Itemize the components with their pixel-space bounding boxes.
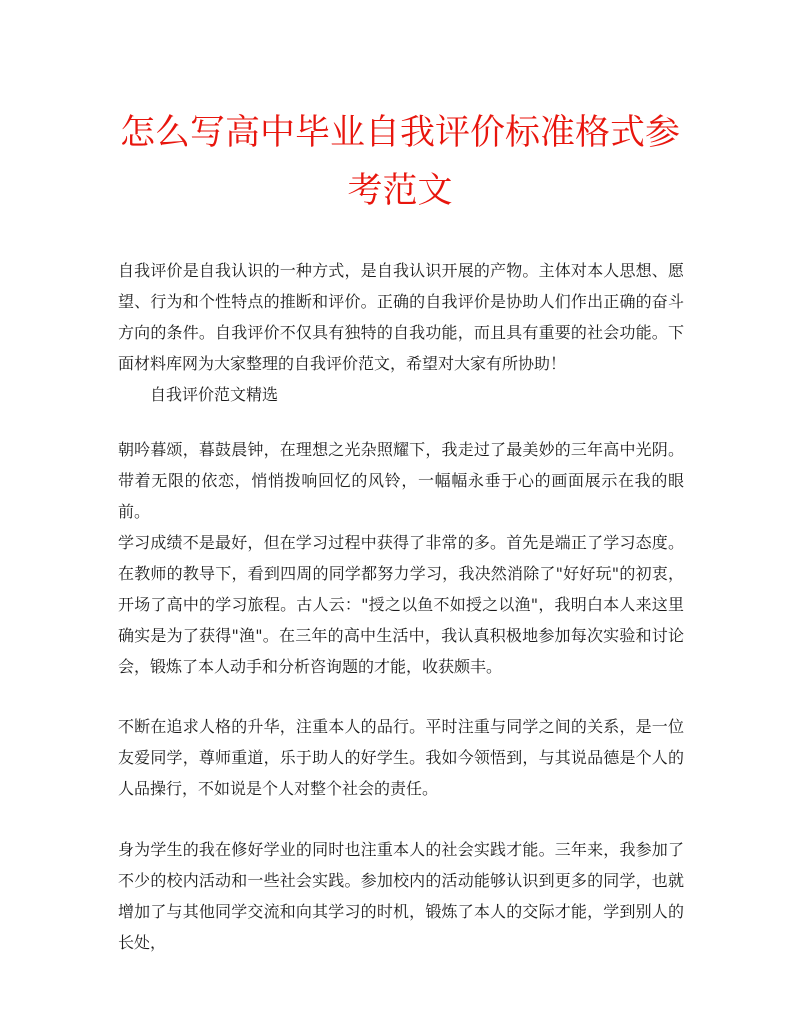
body-paragraph-1: 朝吟暮颂，暮鼓晨钟，在理想之光杂照耀下，我走过了最美妙的三年高中光阴。带着无限的依恋，悄悄拨响回忆的风铃，一幅幅永垂于心的画面展示在我的眼前。 (118, 440, 684, 521)
document-title: 怎么写高中毕业自我评价标准格式参考范文 (119, 113, 680, 211)
body-paragraph-2: 学习成绩不是最好，但在学习过程中获得了非常的多。首先是端正了学习态度。在教师的教导下，看到四周的同学都努力学习，我决然消除了"好好玩"的初衷，开场了高中的学习旅程。古人云："授之以鱼不如授之以渔"，我明白本人来这里确实是为了获得"渔"。在三年的高中生活中，我认真积极地参加每次实验和讨论会，锻炼了本人动手和分析咨询题的才能，收获颇丰。 (118, 533, 684, 676)
body-paragraph-3: 不断在追求人格的升华，注重本人的品行。平时注重与同学之间的关系，是一位友爱同学，尊师重道，乐于助人的好学生。我如今领悟到，与其说品德是个人的人品操行，不如说是个人对整个社会的责任。 (118, 717, 684, 798)
intro-paragraph: 自我评价是自我认识的一种方式，是自我认识开展的产物。主体对本人思想、愿望、行为和个性特点的推断和评价。正确的自我评价是协助人们作出正确的奋斗方向的条件。自我评价不仅具有独特的自我功能，而且具有重要的社会功能。下面材料库网为大家整理的自我评价范文，希望对大家有所协助！ (118, 261, 684, 373)
body-paragraph-4: 身为学生的我在修好学业的同时也注重本人的社会实践才能。三年来，我参加了不少的校内活动和一些社会实践。参加校内的活动能够认识到更多的同学，也就增加了与其他同学交流和向其学习的时机，锻炼了本人的交际才能，学到别人的长处， (118, 840, 684, 952)
section-subheading: 自我评价范文精选 (150, 385, 279, 404)
